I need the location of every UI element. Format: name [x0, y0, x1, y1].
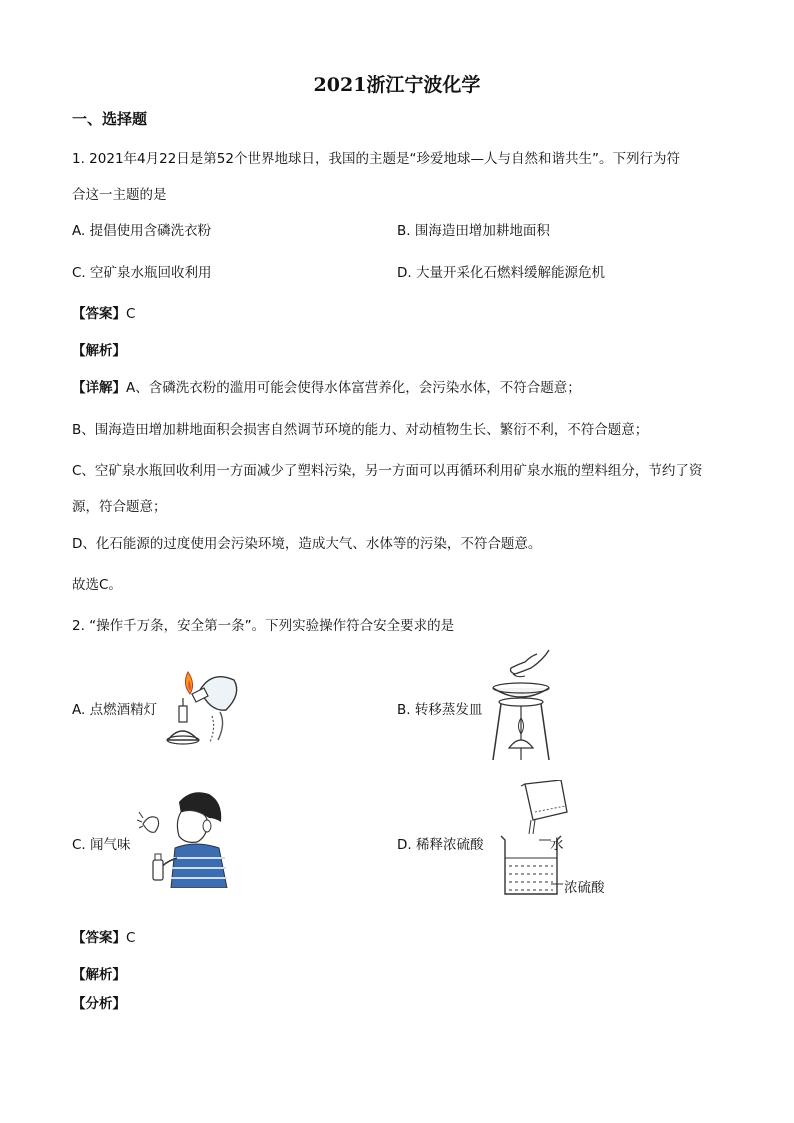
q2-analysis-label: 【解析】 — [72, 967, 126, 983]
q1-option-b: B. 围海造田增加耕地面积 — [397, 223, 550, 239]
q1-detail-d: D、化石能源的过度使用会污染环境，造成大气、水体等的污染，不符合题意。 — [72, 536, 542, 552]
q1-detail-c-line2: 源，符合题意； — [72, 499, 167, 515]
q1-option-a: A. 提倡使用含磷洗衣粉 — [72, 223, 212, 239]
q1-answer-value: C — [126, 306, 136, 322]
q2-stem: 2. “操作千万条，安全第一条”。下列实验操作符合安全要求的是 — [72, 618, 455, 634]
figure-a-lighting-alcohol-lamp — [160, 660, 245, 750]
q2-option-d: D. 稀释浓硫酸 — [397, 837, 484, 853]
q2-answer — [72, 926, 135, 946]
q1-conclusion: 故选C。 — [72, 577, 122, 593]
q2-option-a: A. 点燃酒精灯 — [72, 702, 158, 718]
q1-stem-line1: 1. 2021年4月22日是第52个世界地球日，我国的主题是“珍爱地球—人与自然和谐共生”。下列行为符 — [72, 151, 680, 167]
q1-option-d: D. 大量开采化石燃料缓解能源危机 — [397, 265, 605, 281]
document-title: 2021浙江宁波化学 — [313, 74, 481, 96]
figure-c-smelling-by-fanning — [135, 788, 231, 888]
figure-d-label-acid: 浓硫酸 — [564, 880, 605, 896]
q1-stem-line2: 合这一主题的是 — [72, 187, 167, 203]
q2-option-b: B. 转移蒸发皿 — [397, 702, 483, 718]
q1-detail-c-line1: C、空矿泉水瓶回收利用一方面减少了塑料污染，另一方面可以再循环利用矿泉水瓶的塑料组分，节约了资 — [72, 463, 703, 479]
section-heading: 一、选择题 — [72, 110, 148, 128]
q2-answer-label: 【答案】 — [72, 930, 126, 946]
figure-d-label-water: 水 — [550, 837, 564, 853]
q1-analysis-label: 【解析】 — [72, 343, 126, 359]
q1-detail-a — [72, 376, 581, 396]
q1-option-c: C. 空矿泉水瓶回收利用 — [72, 265, 212, 281]
q2-fenxi-label: 【分析】 — [72, 996, 126, 1012]
figure-b-moving-evaporating-dish — [487, 648, 557, 763]
q1-answer — [72, 302, 135, 322]
q1-detail-label: 【详解】 — [72, 380, 126, 396]
q1-detail-b: B、围海造田增加耕地面积会损害自然调节环境的能力、对动植物生长、繁衍不利，不符合题意； — [72, 422, 649, 438]
q2-answer-value: C — [126, 930, 136, 946]
q2-option-c: C. 闻气味 — [72, 837, 131, 853]
q1-detail-a-text: A、含磷洗衣粉的滥用可能会使得水体富营养化，会污染水体，不符合题意； — [126, 380, 581, 396]
q1-answer-label: 【答案】 — [72, 306, 126, 322]
